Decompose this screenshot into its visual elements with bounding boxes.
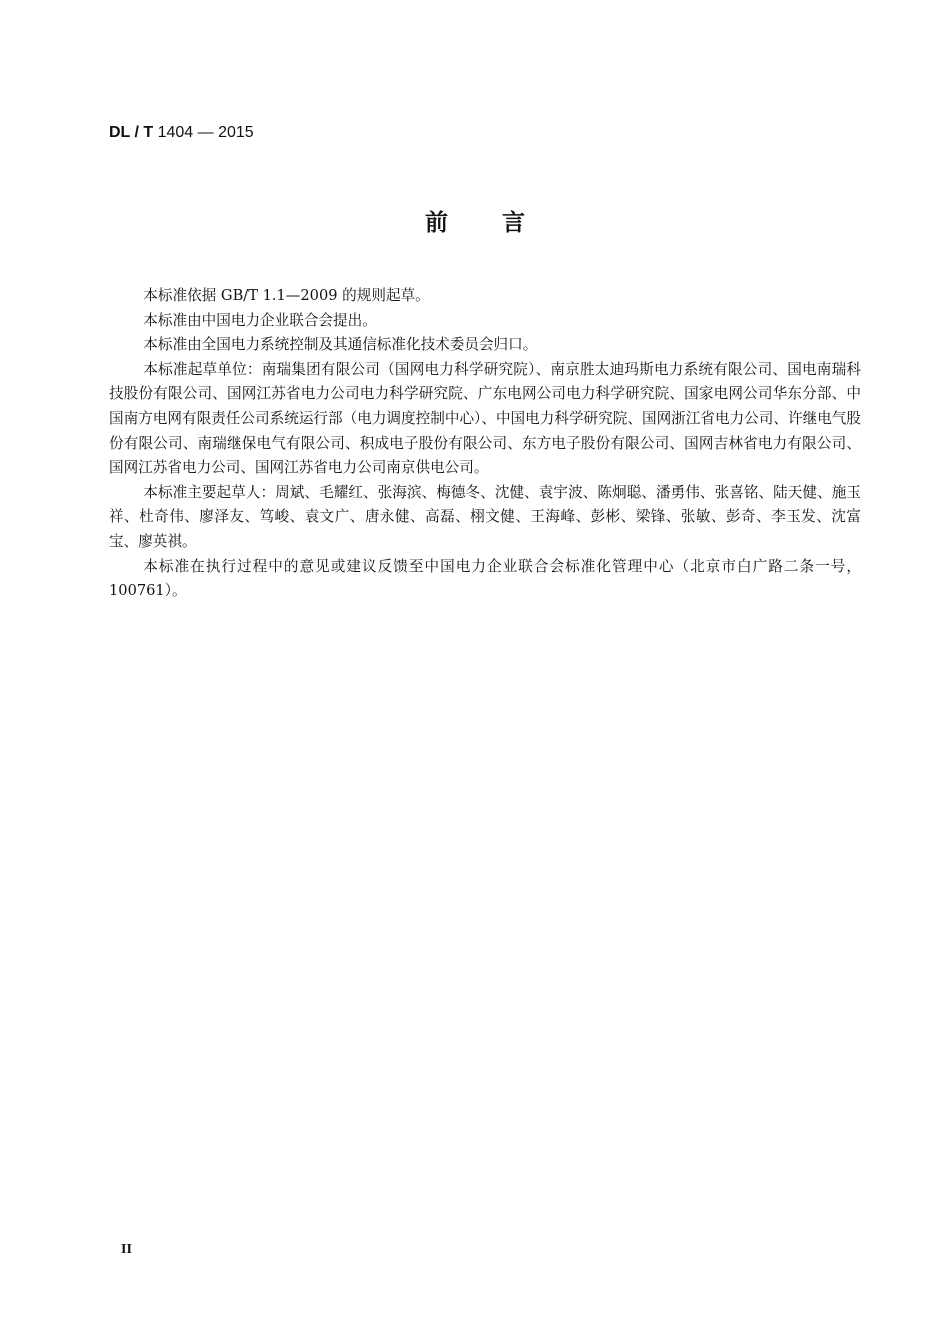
standard-number: 1404 — 2015 <box>153 124 254 141</box>
paragraph-proposer: 本标准由中国电力企业联合会提出。 <box>143 311 377 329</box>
page-number: II <box>121 1242 132 1257</box>
paragraph-drafting-rules: 本标准依据 GB/T 1.1—2009 的规则起草。 <box>143 287 430 304</box>
section-title: 前言 <box>425 210 579 236</box>
paragraph-drafting-units: 本标准起草单位：南瑞集团有限公司（国网电力科学研究院）、南京胜太迪玛斯电力系统有限公司、国电南瑞科技股份有限公司、国网江苏省电力公司电力科学研究院、广东电网公司电力科学研究院、国家电网公司华东分部、中国南方电网有限责任公司系统运行部（电力调度控制中心）、中国电力科学研究院、国网浙江省电力公司、许继电气股份有限公司、南瑞继保电气有限公司、积成电子股份有限公司、东方电子股份有限公司、国网吉林省电力有限公司、国网江苏省电力公司、国网江苏省电力公司南京供电公司。 <box>109 360 861 477</box>
paragraph-drafters: 本标准主要起草人：周斌、毛耀红、张海滨、梅德冬、沈健、袁宇波、陈炯聪、潘勇伟、张喜铭、陆天健、施玉祥、杜奇伟、廖泽友、笃峻、袁文广、唐永健、高磊、栩文健、王海峰、彭彬、梁锋、张敏、彭奇、李玉发、沈富宝、廖英祺。 <box>109 483 861 550</box>
foreword-body <box>109 284 861 604</box>
document-code-header <box>109 124 254 142</box>
standard-code-prefix: DL / T <box>109 124 154 141</box>
paragraph-feedback: 本标准在执行过程中的意见或建议反馈至中国电力企业联合会标准化管理中心（北京市白广路二条一号，100761）。 <box>109 557 861 600</box>
paragraph-committee: 本标准由全国电力系统控制及其通信标准化技术委员会归口。 <box>143 336 538 354</box>
